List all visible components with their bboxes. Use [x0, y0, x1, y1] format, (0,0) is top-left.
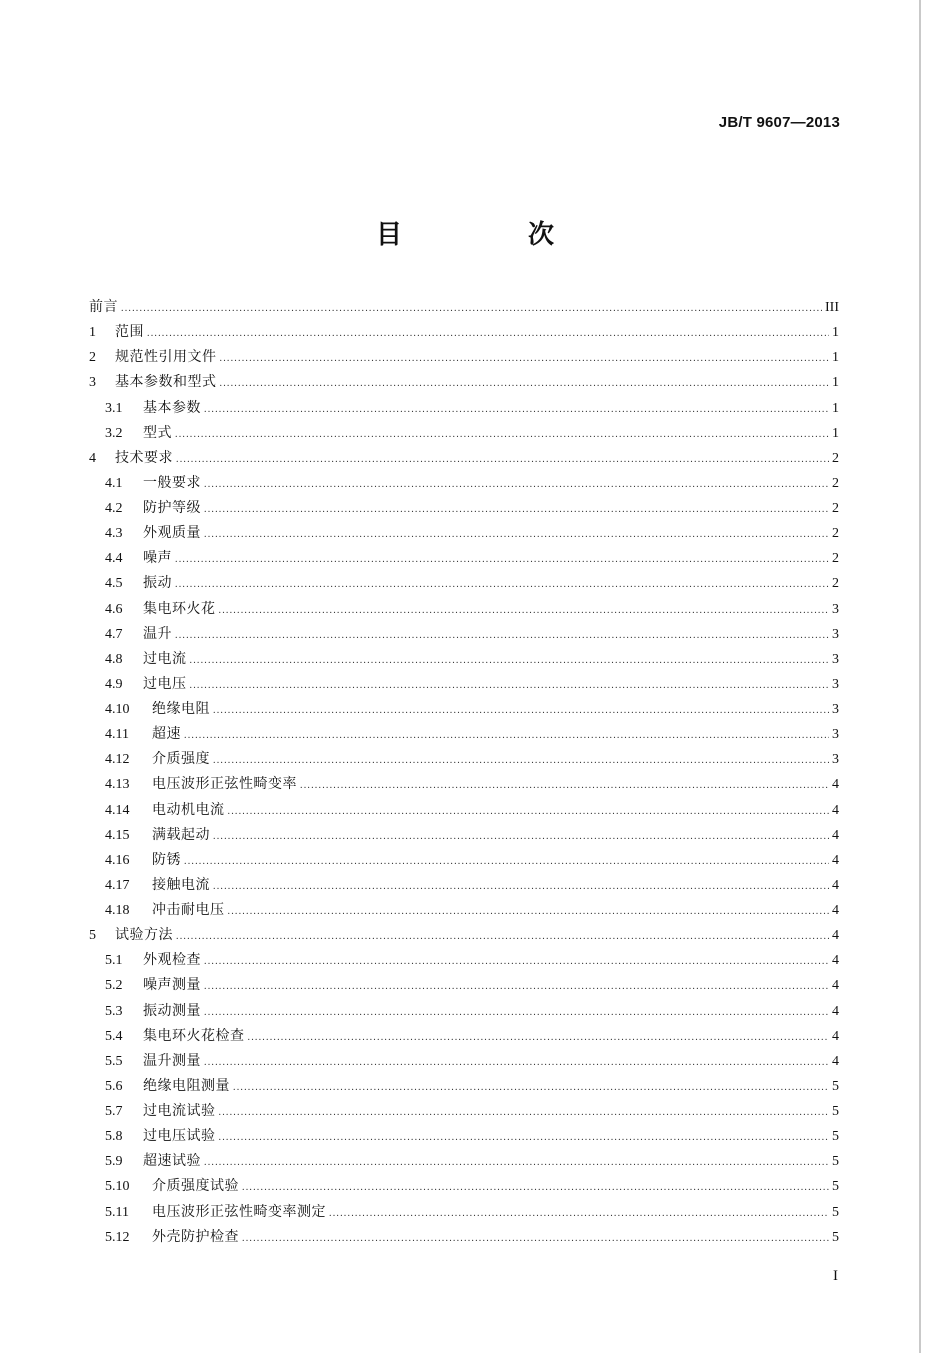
toc-section-number: 5 [89, 928, 96, 944]
toc-entry[interactable] [89, 1074, 839, 1099]
toc-page-number: 5 [832, 1129, 839, 1145]
toc-dot-leader [190, 673, 830, 698]
toc-section-title: 介质强度试验 [152, 1178, 239, 1195]
toc-page-number: 4 [832, 953, 839, 969]
toc-section-number: 5.8 [105, 1129, 123, 1145]
toc-entry[interactable] [89, 320, 839, 345]
toc-page-number: 3 [832, 601, 839, 617]
toc-section-title: 振动 [143, 575, 172, 592]
toc-section-title: 外观检查 [143, 952, 201, 969]
toc-section-number: 4.3 [105, 526, 123, 542]
toc-dot-leader [242, 1226, 829, 1251]
toc-entry[interactable] [89, 295, 839, 320]
toc-dot-leader [219, 1100, 830, 1125]
toc-dot-leader [213, 824, 829, 849]
toc-entry[interactable] [89, 1099, 839, 1124]
toc-page-number: 2 [832, 501, 839, 516]
toc-section-title: 外壳防护检查 [152, 1228, 239, 1245]
toc-entry[interactable] [89, 1149, 839, 1174]
toc-section-number: 4.14 [105, 802, 130, 818]
toc-dot-leader [184, 723, 829, 748]
toc-dot-leader [176, 447, 829, 472]
toc-section-title: 范围 [115, 324, 144, 341]
toc-page-number: 2 [832, 450, 839, 466]
toc-section-number: 4.11 [105, 727, 129, 743]
toc-section-title: 过电流 [143, 650, 187, 667]
toc-page-number: 3 [832, 752, 839, 768]
toc-section-title: 技术要求 [115, 449, 173, 466]
toc-entry[interactable] [89, 747, 839, 772]
toc-section-title: 温升测量 [143, 1052, 201, 1069]
toc-section-title: 温升 [143, 625, 172, 642]
toc-section-number: 5.9 [105, 1154, 123, 1170]
toc-section-title: 电动机电流 [152, 801, 225, 818]
toc-page-number: 3 [832, 727, 839, 743]
toc-page-number: 4 [832, 928, 839, 944]
toc-section-number: 4.5 [105, 576, 123, 592]
toc-entry[interactable] [89, 597, 839, 622]
toc-section-number: 4.9 [105, 676, 123, 692]
toc-section-title: 过电压 [143, 675, 187, 692]
toc-dot-leader [233, 1075, 829, 1100]
toc-section-title: 试验方法 [115, 927, 173, 944]
toc-dot-leader [175, 623, 829, 648]
toc-dot-leader [184, 849, 829, 874]
toc-dot-leader [329, 1201, 829, 1226]
toc-section-number: 5.11 [105, 1204, 129, 1220]
toc-page-number: 4 [832, 1053, 839, 1069]
toc-dot-leader [204, 472, 829, 497]
toc-dot-leader [300, 773, 829, 798]
toc-entry[interactable] [89, 1225, 839, 1250]
toc-section-number: 5.1 [105, 953, 123, 969]
toc-section-number: 4.6 [105, 601, 123, 617]
toc-section-title: 电压波形正弦性畸变率 [152, 776, 297, 793]
toc-dot-leader [175, 572, 829, 597]
toc-entry[interactable] [89, 999, 839, 1024]
toc-page-number: 2 [832, 576, 839, 592]
toc-dot-leader [213, 748, 829, 773]
toc-section-title: 防锈 [152, 851, 181, 868]
toc-dot-leader [190, 648, 830, 673]
toc-section-title: 型式 [143, 424, 172, 441]
toc-section-number: 3.1 [105, 400, 123, 416]
toc-dot-leader [220, 346, 830, 371]
toc-page-number: 2 [832, 526, 839, 542]
toc-section-title: 超速 [152, 726, 181, 743]
toc-section-title: 前言 [89, 299, 118, 315]
toc-page-number: 5 [832, 1104, 839, 1119]
toc-section-number: 3.2 [105, 425, 123, 441]
toc-entry[interactable] [89, 1174, 839, 1199]
toc-entry[interactable] [89, 672, 839, 697]
toc-dot-leader [219, 1125, 830, 1150]
toc-section-number: 4.2 [105, 501, 123, 516]
toc-section-number: 4.4 [105, 551, 123, 567]
toc-page-number: 4 [832, 978, 839, 994]
page-number: I [833, 1268, 838, 1284]
toc-section-number: 2 [89, 350, 96, 366]
toc-section-number: 4 [89, 450, 96, 466]
toc-entry[interactable] [89, 396, 839, 421]
toc-dot-leader [204, 949, 829, 974]
toc-entry[interactable] [89, 496, 839, 521]
toc-entry[interactable] [89, 873, 839, 898]
toc-dot-leader [204, 1050, 829, 1075]
toc-section-number: 5.6 [105, 1078, 123, 1094]
toc-page-number: 3 [832, 626, 839, 642]
toc-page-number: 4 [832, 877, 839, 893]
standard-number: JB/T 9607—2013 [718, 114, 840, 131]
toc-section-number: 4.15 [105, 827, 130, 843]
toc-entry[interactable] [89, 772, 839, 797]
toc-section-title: 电压波形正弦性畸变率测定 [152, 1203, 326, 1220]
toc-entry[interactable] [89, 471, 839, 496]
toc-dot-leader [175, 547, 829, 572]
toc-entry[interactable] [89, 722, 839, 747]
toc-section-title: 介质强度 [152, 751, 210, 768]
toc-page-number: 4 [832, 903, 839, 918]
toc-page-number: 4 [832, 852, 839, 868]
toc-page-number: 5 [832, 1229, 839, 1245]
toc-page-number: 4 [832, 827, 839, 843]
toc-entry[interactable] [89, 345, 839, 370]
toc-section-number: 3 [89, 375, 96, 391]
toc-entry[interactable] [89, 1024, 839, 1049]
toc-section-title: 噪声测量 [143, 977, 201, 994]
toc-dot-leader [220, 371, 830, 396]
toc-entry[interactable] [89, 1200, 839, 1225]
toc-entry[interactable] [89, 370, 839, 395]
page-edge-line [919, 0, 921, 1353]
toc-page-number: 1 [832, 325, 839, 341]
toc-page-number: 4 [832, 802, 839, 818]
toc-section-number: 4.1 [105, 475, 123, 491]
toc-dot-leader [242, 1175, 829, 1200]
toc-entry[interactable] [89, 848, 839, 873]
toc-section-title: 过电压试验 [143, 1128, 216, 1145]
toc-entry[interactable] [89, 647, 839, 672]
toc-entry[interactable] [89, 421, 839, 446]
toc-section-title: 基本参数 [143, 399, 201, 416]
toc-section-title: 振动测量 [143, 1002, 201, 1019]
toc-section-title: 集电环火花 [143, 600, 216, 617]
page-title: 目 次 [375, 220, 604, 250]
toc-dot-leader [204, 497, 829, 522]
toc-page-number: 1 [832, 400, 839, 416]
toc-section-title: 冲击耐电压 [152, 902, 225, 918]
toc-page-number: 5 [832, 1154, 839, 1170]
toc-page-number: 4 [832, 1003, 839, 1019]
toc-page-number: 5 [832, 1078, 839, 1094]
toc-page-number: 1 [832, 375, 839, 391]
toc-page-number: 1 [832, 425, 839, 441]
toc-section-number: 4.13 [105, 777, 130, 793]
toc-entry[interactable] [89, 973, 839, 998]
toc-section-number: 4.10 [105, 702, 130, 717]
toc-dot-leader [213, 698, 829, 723]
toc-page-number: 4 [832, 1028, 839, 1044]
toc-dot-leader [204, 1000, 829, 1025]
toc-entry[interactable] [89, 446, 839, 471]
toc-dot-leader [204, 522, 829, 547]
toc-section-number: 5.4 [105, 1028, 123, 1044]
toc-entry[interactable] [89, 1049, 839, 1074]
toc-section-title: 噪声 [143, 550, 172, 567]
toc-section-number: 5.12 [105, 1229, 130, 1245]
toc-section-title: 基本参数和型式 [115, 374, 217, 391]
toc-dot-leader [228, 899, 830, 924]
toc-entry[interactable] [89, 798, 839, 823]
toc-section-title: 外观质量 [143, 525, 201, 542]
toc-section-number: 5.5 [105, 1053, 123, 1069]
toc-section-number: 5.7 [105, 1104, 123, 1119]
toc-dot-leader [219, 598, 830, 623]
toc-section-number: 4.8 [105, 651, 123, 667]
toc-entry[interactable] [89, 1124, 839, 1149]
toc-dot-leader [204, 397, 829, 422]
toc-page-number: 3 [832, 651, 839, 667]
toc-entry[interactable] [89, 697, 839, 722]
toc-section-title: 集电环火花检查 [143, 1027, 245, 1044]
toc-section-number: 4.12 [105, 752, 130, 768]
toc-page-number: III [825, 300, 839, 315]
toc-section-title: 接触电流 [152, 876, 210, 893]
toc-page-number: 5 [832, 1179, 839, 1195]
toc-dot-leader [213, 874, 829, 899]
toc-entry[interactable] [89, 948, 839, 973]
toc-section-number: 4.7 [105, 626, 123, 642]
table-of-contents [89, 295, 839, 1250]
toc-entry[interactable] [89, 521, 839, 546]
toc-section-title: 过电流试验 [143, 1103, 216, 1119]
toc-section-title: 规范性引用文件 [115, 349, 217, 366]
toc-section-number: 5.10 [105, 1179, 130, 1195]
toc-dot-leader [228, 799, 830, 824]
toc-entry[interactable] [89, 923, 839, 948]
toc-section-title: 超速试验 [143, 1153, 201, 1170]
toc-page-number: 1 [832, 350, 839, 366]
toc-entry[interactable] [89, 898, 839, 923]
toc-page-number: 5 [832, 1204, 839, 1220]
toc-section-number: 4.16 [105, 852, 130, 868]
toc-section-title: 满载起动 [152, 826, 210, 843]
toc-entry[interactable] [89, 823, 839, 848]
toc-dot-leader [204, 1150, 829, 1175]
toc-section-title: 防护等级 [143, 500, 201, 516]
toc-dot-leader [176, 924, 829, 949]
toc-page-number: 2 [832, 475, 839, 491]
toc-section-title: 一般要求 [143, 474, 201, 491]
toc-section-number: 5.2 [105, 978, 123, 994]
toc-page-number: 2 [832, 551, 839, 567]
toc-page-number: 4 [832, 777, 839, 793]
toc-dot-leader [175, 422, 829, 447]
toc-section-title: 绝缘电阻 [152, 701, 210, 717]
toc-section-number: 1 [89, 325, 96, 341]
toc-page-number: 3 [832, 676, 839, 692]
toc-entry[interactable] [89, 622, 839, 647]
toc-dot-leader [147, 321, 829, 346]
toc-section-number: 4.18 [105, 903, 130, 918]
toc-section-title: 绝缘电阻测量 [143, 1077, 230, 1094]
toc-dot-leader [121, 296, 822, 321]
toc-dot-leader [248, 1025, 830, 1050]
toc-dot-leader [204, 974, 829, 999]
toc-entry[interactable] [89, 546, 839, 571]
toc-page-number: 3 [832, 702, 839, 717]
toc-section-number: 4.17 [105, 877, 130, 893]
toc-entry[interactable] [89, 571, 839, 596]
toc-section-number: 5.3 [105, 1003, 123, 1019]
